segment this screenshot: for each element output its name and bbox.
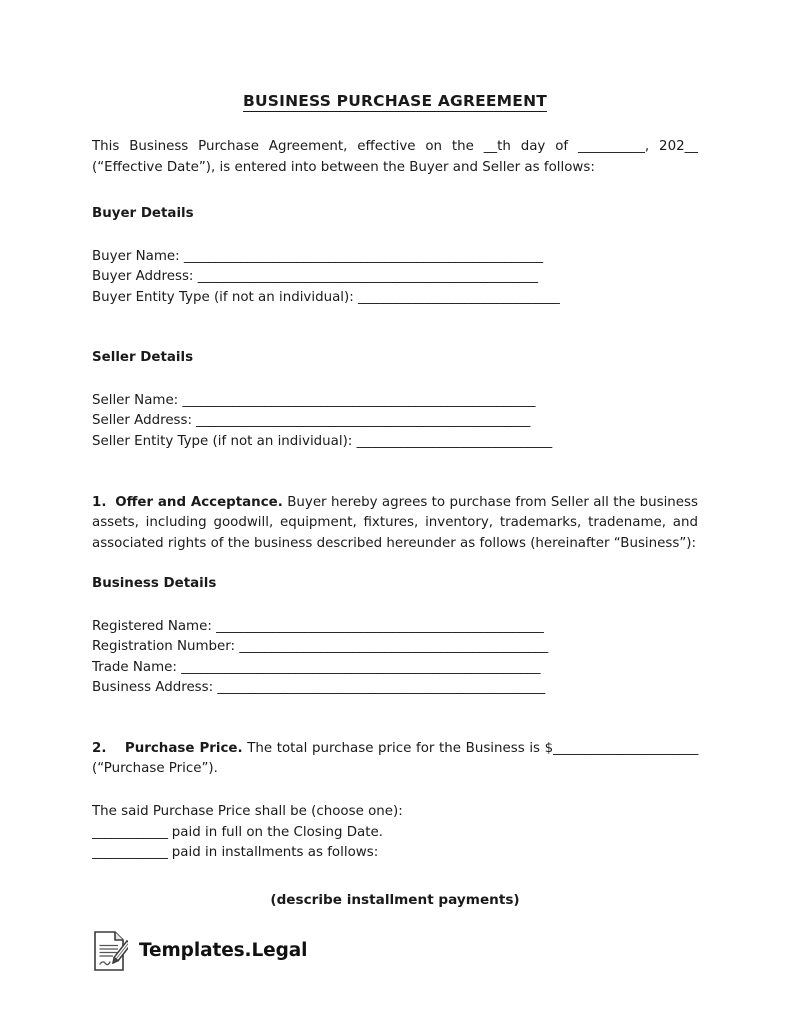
trade-name-input-rule[interactable]: _________________________________________________________: [181, 659, 541, 675]
document-with-pencil-icon: [92, 930, 128, 972]
clause-1-number: 1.: [92, 494, 107, 510]
intro-paragraph: This Business Purchase Agreement, effective on the __th day of __________, 202__ (“Effective Date”), is entered into between the Buyer and Seller as follows:: [92, 139, 698, 175]
field-row: [92, 617, 698, 638]
buyer-name-label: Buyer Name:: [92, 248, 184, 264]
clause-2-title: Purchase Price.: [124, 740, 243, 756]
installments-checkbox-rule[interactable]: ____________: [92, 845, 168, 861]
document-body: [92, 0, 698, 910]
field-row: [92, 247, 698, 268]
clause-1-title: Offer and Acceptance.: [115, 494, 283, 510]
field-row: [92, 432, 698, 453]
buyer-entity-type-label: Buyer Entity Type (if not an individual):: [92, 289, 358, 305]
payment-option-paid-in-full[interactable]: [92, 823, 698, 844]
spacer: [92, 369, 698, 391]
field-row: [92, 288, 698, 309]
spacer: [92, 308, 698, 348]
field-row: [92, 637, 698, 658]
brand-wordmark: Templates.Legal: [139, 939, 308, 961]
buyer-address-input-rule[interactable]: ______________________________________________________: [197, 269, 538, 285]
installment-description-note: (describe installment payments): [270, 891, 520, 908]
registration-number-input-rule[interactable]: _________________________________________________: [239, 639, 548, 655]
paid-in-full-checkbox-rule[interactable]: ____________: [92, 824, 168, 840]
clause-2-number: 2.: [92, 740, 107, 756]
field-row: [92, 391, 698, 412]
installments-label: paid in installments as follows:: [167, 845, 379, 861]
buyer-name-input-rule[interactable]: _________________________________________________________: [183, 248, 543, 264]
purchase-price-input-rule[interactable]: _______________________: [553, 740, 698, 756]
buyer-details-fields: [92, 247, 698, 309]
seller-address-input-rule[interactable]: _____________________________________________________: [196, 413, 530, 429]
business-address-label: Business Address:: [92, 680, 218, 696]
page-title: [92, 0, 698, 110]
field-row: [92, 658, 698, 679]
seller-address-label: Seller Address:: [92, 413, 197, 429]
clause-1-body: Buyer hereby agrees to purchase from Seller all the business assets, including goodwill, equipment, fixtures, inventory, trademarks, tradename, and associated rights of the business described hereunder as follows (hereinafter “Business”):: [92, 494, 698, 551]
paid-in-full-label: paid in full on the Closing Date.: [167, 824, 383, 840]
business-details-fields: [92, 617, 698, 699]
trade-name-label: Trade Name:: [92, 659, 182, 675]
field-row: [92, 267, 698, 288]
seller-details-heading: Seller Details: [92, 350, 194, 366]
registered-name-input-rule[interactable]: ____________________________________________________: [216, 618, 544, 634]
spacer: [92, 864, 698, 890]
payment-options-lead-in: The said Purchase Price shall be (choose one):: [92, 803, 403, 819]
buyer-entity-type-input-rule[interactable]: ________________________________: [358, 289, 560, 305]
purchase-price-currency-symbol: $: [544, 740, 554, 756]
registration-number-label: Registration Number:: [92, 639, 240, 655]
spacer: [92, 178, 698, 204]
page-title-text: BUSINESS PURCHASE AGREEMENT: [242, 92, 548, 110]
business-details-heading: Business Details: [92, 576, 217, 592]
field-row: [92, 411, 698, 432]
business-address-input-rule[interactable]: ____________________________________________________: [217, 680, 545, 696]
buyer-details-heading: Buyer Details: [92, 206, 194, 222]
clause-2-body-before: The total purchase price for the Business is: [247, 740, 541, 756]
footer-branding: [92, 930, 307, 972]
buyer-address-label: Buyer Address:: [92, 269, 198, 285]
spacer: [92, 595, 698, 617]
seller-details-fields: [92, 391, 698, 453]
seller-name-label: Seller Name:: [92, 392, 183, 408]
payment-option-installments[interactable]: [92, 843, 698, 864]
clause-2-body-after: (“Purchase Price”).: [92, 761, 218, 777]
spacer: [92, 225, 698, 247]
seller-entity-type-label: Seller Entity Type (if not an individual):: [92, 434, 357, 450]
registered-name-label: Registered Name:: [92, 618, 217, 634]
seller-name-input-rule[interactable]: ________________________________________________________: [182, 392, 535, 408]
seller-entity-type-input-rule[interactable]: _______________________________: [356, 434, 552, 450]
clause-offer-and-acceptance: [92, 493, 698, 555]
clause-purchase-price: [92, 739, 698, 780]
spacer: [92, 780, 698, 802]
spacer: [92, 453, 698, 493]
spacer: [92, 699, 698, 739]
field-row: [92, 678, 698, 699]
spacer: [92, 554, 698, 574]
